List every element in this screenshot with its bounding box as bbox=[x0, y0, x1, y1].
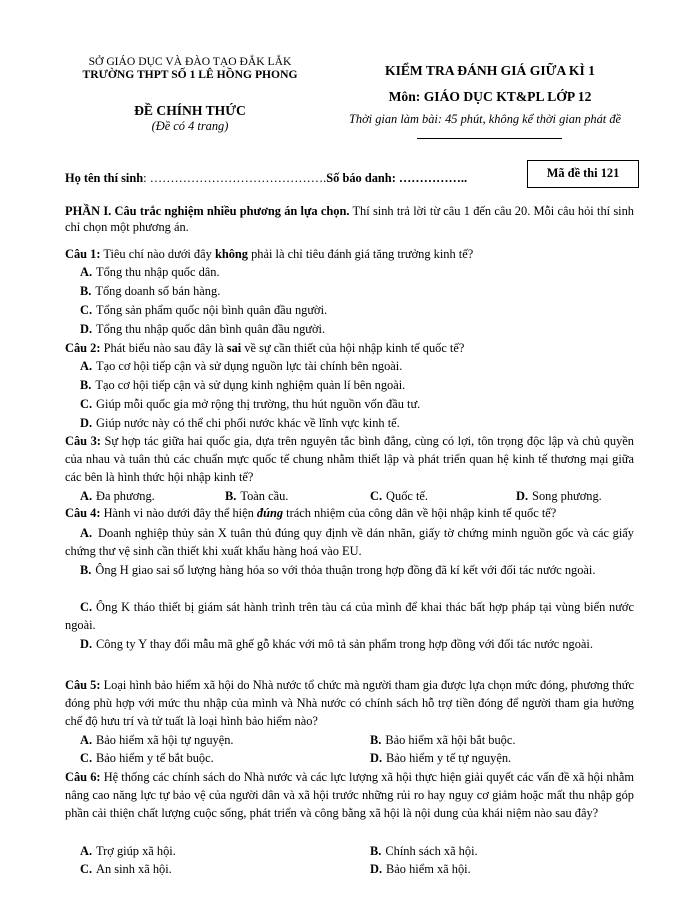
option-c: C. Bảo hiểm y tế bắt buộc. bbox=[80, 751, 214, 765]
option-a: A. Bảo hiểm xã hội tự nguyện. bbox=[80, 733, 234, 747]
option-d: D. Bảo hiểm y tế tự nguyện. bbox=[370, 751, 512, 765]
page-count: (Đề có 4 trang) bbox=[151, 119, 229, 133]
option-a: A. Đa phương. bbox=[80, 489, 155, 503]
question-3: Câu 3: Sự hợp tác giữa hai quốc gia, dựa trên nguyên tắc bình đẳng, cùng có lợi, tôn trọng độc lập và chủ quyền của nhau và tuân thủ các chuẩn mực quốc tế chung nhằm thiết lập và phát triển quan hệ kinh tế thương mại giữa các bên là hình thức hội nhập kinh tế? bbox=[65, 434, 634, 484]
candidate-line bbox=[65, 170, 467, 186]
option-c: C. Quốc tế. bbox=[370, 489, 429, 503]
emphasis: đúng bbox=[256, 506, 284, 520]
department-name: SỞ GIÁO DỤC VÀ ĐÀO TẠO ĐẮK LẮK bbox=[88, 55, 292, 68]
option-b: B. Tạo cơ hội tiếp cận và sử dụng kinh nghiệm quản lí bên ngoài. bbox=[80, 378, 406, 392]
emphasis: không bbox=[214, 247, 249, 261]
question-5: Câu 5: Loại hình bảo hiểm xã hội do Nhà nước tổ chức mà người tham gia được lựa chọn mức đóng, phương thức đóng phù hợp với mức thu nhập của mình và Nhà nước có chính sách hỗ trợ tiền đóng để người tham gia hưởng chế độ hưu trí và tử tuất là loại hình bảo hiểm nào? bbox=[65, 678, 634, 728]
part1-title: PHẦN I. Câu trắc nghiệm nhiều phương án lựa chọn. bbox=[65, 204, 350, 218]
option-b: B. Chính sách xã hội. bbox=[370, 844, 478, 858]
official-label: ĐỀ CHÍNH THỨC bbox=[134, 103, 246, 118]
question-label: Câu 3: bbox=[65, 434, 101, 448]
question-label: Câu 4: bbox=[65, 506, 101, 520]
option-a: A. Trợ giúp xã hội. bbox=[80, 844, 176, 858]
option-b: B. Ông H giao sai số lượng hàng hóa so với thỏa thuận trong hợp đồng đã kí kết với đối tác nước ngoài. bbox=[80, 563, 596, 577]
school-name: TRƯỜNG THPT SỐ 1 LÊ HỒNG PHONG bbox=[82, 68, 298, 81]
option-c: C. Tổng sản phẩm quốc nội bình quân đầu người. bbox=[80, 303, 328, 317]
option-d: D. Tổng thu nhập quốc dân bình quân đầu người. bbox=[80, 322, 326, 336]
option-d: D. Bảo hiểm xã hội. bbox=[370, 862, 471, 876]
sbd-label: Số báo danh: …………….. bbox=[326, 171, 468, 185]
question-label: Câu 2: bbox=[65, 341, 101, 355]
question-label: Câu 6: bbox=[65, 770, 101, 784]
part1-heading bbox=[65, 203, 634, 235]
option-c: C. An sinh xã hội. bbox=[80, 862, 172, 876]
question-4: Câu 4: Hành vi nào dưới đây thể hiện đúng trách nhiệm của công dân về hội nhập kinh tế quốc tế? bbox=[65, 506, 557, 520]
question-label: Câu 1: bbox=[65, 247, 101, 261]
option-b: B. Tổng doanh số bán hàng. bbox=[80, 284, 221, 298]
exam-title: KIỂM TRA ĐÁNH GIÁ GIỮA KÌ 1 bbox=[385, 63, 595, 78]
question-6: Câu 6: Hệ thống các chính sách do Nhà nước và các lực lượng xã hội thực hiện giải quyết các vấn đề xã hội nhằm nâng cao năng lực tự bảo vệ của người dân và xã hội trước những rủi ro hay nguy cơ giảm hoặc mất thu nhập góp phần cải thiện chất lượng cuộc sống, phát triển và công bằng xã hội là nội dung của khái niệm nào sau đây? bbox=[65, 770, 634, 820]
option-a: A. Tổng thu nhập quốc dân. bbox=[80, 265, 220, 279]
part1-instruction: Thí sinh trả lời từ câu 1 đến câu 20. Mỗi câu hỏi thí sinh chỉ chọn một phương án. bbox=[65, 204, 634, 234]
header-rule bbox=[417, 138, 562, 139]
option-a: A. Tạo cơ hội tiếp cận và sử dụng nguồn lực tài chính bên ngoài. bbox=[80, 359, 403, 373]
question-1: Câu 1: Tiêu chí nào dưới đây không phải là chỉ tiêu đánh giá tăng trưởng kinh tế? bbox=[65, 247, 474, 261]
question-2: Câu 2: Phát biểu nào sau đây là sai về sự cần thiết của hội nhập kinh tế quốc tế? bbox=[65, 341, 465, 355]
exam-code-box: Mã đề thi 121 bbox=[527, 160, 639, 188]
time-note: Thời gian làm bài: 45 phút, không kể thời gian phát đề bbox=[348, 112, 622, 126]
option-c: C. Ông K tháo thiết bị giám sát hành trình trên tàu cá của mình để khai thác bất hợp pháp tại vùng biển nước ngoài. bbox=[65, 600, 634, 632]
emphasis: sai bbox=[226, 341, 242, 355]
option-c: C. Giúp mỗi quốc gia mở rộng thị trường, thu hút nguồn vốn đầu tư. bbox=[80, 397, 421, 411]
name-field: : ……………………………………. bbox=[143, 171, 327, 185]
option-b: B. Toàn cầu. bbox=[225, 489, 289, 503]
option-d: D. Công ty Y thay đổi mẫu mã ghế gỗ khác với mô tả sản phẩm trong hợp đồng với đối tác nước ngoài. bbox=[80, 637, 593, 651]
option-d: D. Giúp nước này có thể chi phối nước khác về lĩnh vực kinh tế. bbox=[80, 416, 400, 430]
name-label: Họ tên thí sinh bbox=[65, 171, 144, 185]
subject-title: Môn: GIÁO DỤC KT&PL LỚP 12 bbox=[388, 89, 592, 104]
option-d: D. Song phương. bbox=[516, 489, 602, 503]
question-label: Câu 5: bbox=[65, 678, 101, 692]
option-a: A. Doanh nghiệp thủy sản X tuân thủ đúng quy định về dán nhãn, giấy tờ chứng minh nguồn gốc và các giấy chứng thư vệ sinh cần thiết khi xuất khẩu hàng hoá vào EU. bbox=[65, 526, 634, 558]
option-b: B. Bảo hiểm xã hội bắt buộc. bbox=[370, 733, 516, 747]
